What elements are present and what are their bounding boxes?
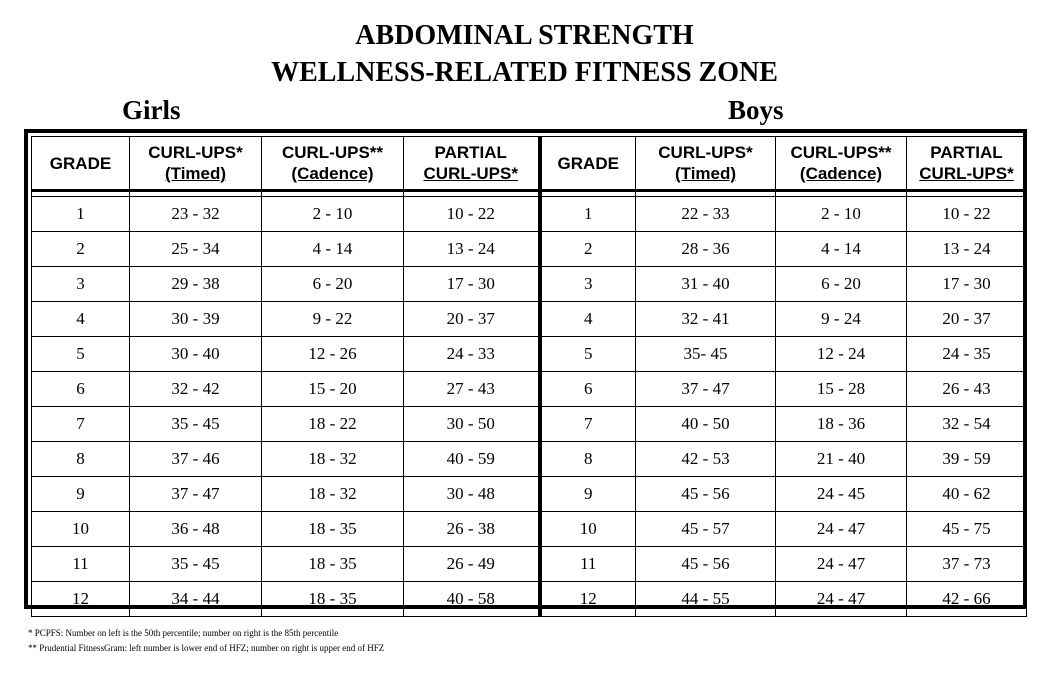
column-header	[540, 137, 636, 191]
range-cell: 18 - 35	[262, 512, 404, 547]
range-cell: 44 - 55	[636, 582, 776, 617]
table-row	[32, 197, 1027, 232]
range-cell: 39 - 59	[907, 442, 1027, 477]
table-row	[32, 337, 1027, 372]
range-cell: 10 - 22	[404, 197, 540, 232]
column-header-sub: (Cadence)	[291, 164, 374, 183]
range-cell: 17 - 30	[907, 267, 1027, 302]
range-cell: 21 - 40	[776, 442, 907, 477]
title-line-2: WELLNESS-RELATED FITNESS ZONE	[271, 57, 778, 88]
table-row	[32, 267, 1027, 302]
grade-cell: 9	[540, 477, 636, 512]
column-header-main: PARTIAL	[434, 143, 507, 162]
grade-cell: 5	[540, 337, 636, 372]
footnote-pcpfs: * PCPFS: Number on left is the 50th percentile; number on right is the 85th percentile	[28, 628, 339, 638]
range-cell: 27 - 43	[404, 372, 540, 407]
range-cell: 18 - 22	[262, 407, 404, 442]
grade-cell: 11	[540, 547, 636, 582]
range-cell: 30 - 40	[130, 337, 262, 372]
header-row	[32, 137, 1027, 191]
range-cell: 45 - 75	[907, 512, 1027, 547]
table-row	[32, 407, 1027, 442]
range-cell: 42 - 66	[907, 582, 1027, 617]
table-row	[32, 547, 1027, 582]
range-cell: 12 - 26	[262, 337, 404, 372]
range-cell: 10 - 22	[907, 197, 1027, 232]
range-cell: 26 - 43	[907, 372, 1027, 407]
grade-cell: 8	[32, 442, 130, 477]
range-cell: 45 - 56	[636, 547, 776, 582]
range-cell: 28 - 36	[636, 232, 776, 267]
column-header-main: CURL-UPS**	[281, 143, 384, 162]
range-cell: 20 - 37	[404, 302, 540, 337]
grade-cell: 8	[540, 442, 636, 477]
column-header-main: GRADE	[557, 153, 619, 173]
range-cell: 40 - 62	[907, 477, 1027, 512]
range-cell: 30 - 48	[404, 477, 540, 512]
range-cell: 12 - 24	[776, 337, 907, 372]
column-header	[776, 137, 907, 191]
range-cell: 30 - 50	[404, 407, 540, 442]
range-cell: 23 - 32	[130, 197, 262, 232]
range-cell: 18 - 36	[776, 407, 907, 442]
column-header	[907, 137, 1027, 191]
range-cell: 22 - 33	[636, 197, 776, 232]
column-header-main: GRADE	[49, 153, 112, 173]
range-cell: 26 - 49	[404, 547, 540, 582]
range-cell: 24 - 33	[404, 337, 540, 372]
table-row	[32, 512, 1027, 547]
column-header-sub: (Timed)	[164, 164, 227, 183]
column-header-sub: (Timed)	[674, 164, 737, 183]
range-cell: 32 - 54	[907, 407, 1027, 442]
range-cell: 15 - 20	[262, 372, 404, 407]
grade-cell: 12	[32, 582, 130, 617]
range-cell: 18 - 35	[262, 582, 404, 617]
column-header-sub: CURL-UPS*	[919, 164, 1014, 183]
grade-cell: 6	[32, 372, 130, 407]
range-cell: 32 - 42	[130, 372, 262, 407]
column-header	[404, 137, 540, 191]
range-cell: 18 - 32	[262, 477, 404, 512]
fitness-zone-table	[24, 129, 1027, 609]
range-cell: 37 - 73	[907, 547, 1027, 582]
range-cell: 18 - 32	[262, 442, 404, 477]
column-header-main: CURL-UPS*	[658, 143, 753, 162]
range-cell: 4 - 14	[776, 232, 907, 267]
range-cell: 42 - 53	[636, 442, 776, 477]
range-cell: 4 - 14	[262, 232, 404, 267]
grade-cell: 2	[540, 232, 636, 267]
grade-cell: 10	[540, 512, 636, 547]
grade-cell: 1	[540, 197, 636, 232]
grade-cell: 7	[540, 407, 636, 442]
range-cell: 9 - 24	[776, 302, 907, 337]
range-cell: 35 - 45	[130, 547, 262, 582]
title-line-1: ABDOMINAL STRENGTH	[355, 20, 694, 51]
range-cell: 37 - 46	[130, 442, 262, 477]
range-cell: 40 - 50	[636, 407, 776, 442]
grade-cell: 7	[32, 407, 130, 442]
table-row	[32, 302, 1027, 337]
range-cell: 17 - 30	[404, 267, 540, 302]
grade-cell: 2	[32, 232, 130, 267]
column-header	[32, 137, 130, 191]
column-header-main: CURL-UPS**	[790, 143, 892, 162]
grade-cell: 11	[32, 547, 130, 582]
column-header	[262, 137, 404, 191]
range-cell: 9 - 22	[262, 302, 404, 337]
range-cell: 18 - 35	[262, 547, 404, 582]
range-cell: 34 - 44	[130, 582, 262, 617]
range-cell: 32 - 41	[636, 302, 776, 337]
grade-cell: 3	[540, 267, 636, 302]
range-cell: 2 - 10	[776, 197, 907, 232]
range-cell: 37 - 47	[636, 372, 776, 407]
table-row	[32, 477, 1027, 512]
range-cell: 25 - 34	[130, 232, 262, 267]
range-cell: 20 - 37	[907, 302, 1027, 337]
range-cell: 13 - 24	[907, 232, 1027, 267]
range-cell: 31 - 40	[636, 267, 776, 302]
range-cell: 45 - 57	[636, 512, 776, 547]
range-cell: 36 - 48	[130, 512, 262, 547]
grade-cell: 10	[32, 512, 130, 547]
grade-cell: 5	[32, 337, 130, 372]
footnote-fitnessgram: ** Prudential FitnessGram: left number is lower end of HFZ; number on right is upper end of HFZ	[28, 643, 385, 653]
range-cell: 6 - 20	[776, 267, 907, 302]
range-cell: 40 - 59	[404, 442, 540, 477]
range-cell: 6 - 20	[262, 267, 404, 302]
grade-cell: 4	[540, 302, 636, 337]
range-cell: 24 - 35	[907, 337, 1027, 372]
range-cell: 37 - 47	[130, 477, 262, 512]
grade-cell: 12	[540, 582, 636, 617]
column-header	[130, 137, 262, 191]
grade-cell: 4	[32, 302, 130, 337]
range-cell: 40 - 58	[404, 582, 540, 617]
range-cell: 29 - 38	[130, 267, 262, 302]
boys-label: Boys	[728, 95, 784, 125]
column-header-main: PARTIAL	[930, 143, 1003, 162]
column-header-sub: CURL-UPS*	[423, 164, 518, 183]
range-cell: 15 - 28	[776, 372, 907, 407]
range-cell: 24 - 47	[776, 582, 907, 617]
table-row	[32, 442, 1027, 477]
column-header	[636, 137, 776, 191]
column-header-sub: (Cadence)	[799, 164, 883, 183]
range-cell: 45 - 56	[636, 477, 776, 512]
range-cell: 13 - 24	[404, 232, 540, 267]
column-header-main: CURL-UPS*	[148, 143, 243, 162]
range-cell: 30 - 39	[130, 302, 262, 337]
grade-cell: 9	[32, 477, 130, 512]
grade-cell: 6	[540, 372, 636, 407]
range-cell: 35- 45	[636, 337, 776, 372]
range-cell: 24 - 45	[776, 477, 907, 512]
range-cell: 24 - 47	[776, 547, 907, 582]
range-cell: 26 - 38	[404, 512, 540, 547]
table-row	[32, 582, 1027, 617]
table-row	[32, 372, 1027, 407]
grade-cell: 1	[32, 197, 130, 232]
table-row	[32, 232, 1027, 267]
range-cell: 24 - 47	[776, 512, 907, 547]
range-cell: 2 - 10	[262, 197, 404, 232]
range-cell: 35 - 45	[130, 407, 262, 442]
girls-label: Girls	[122, 95, 181, 125]
grade-cell: 3	[32, 267, 130, 302]
